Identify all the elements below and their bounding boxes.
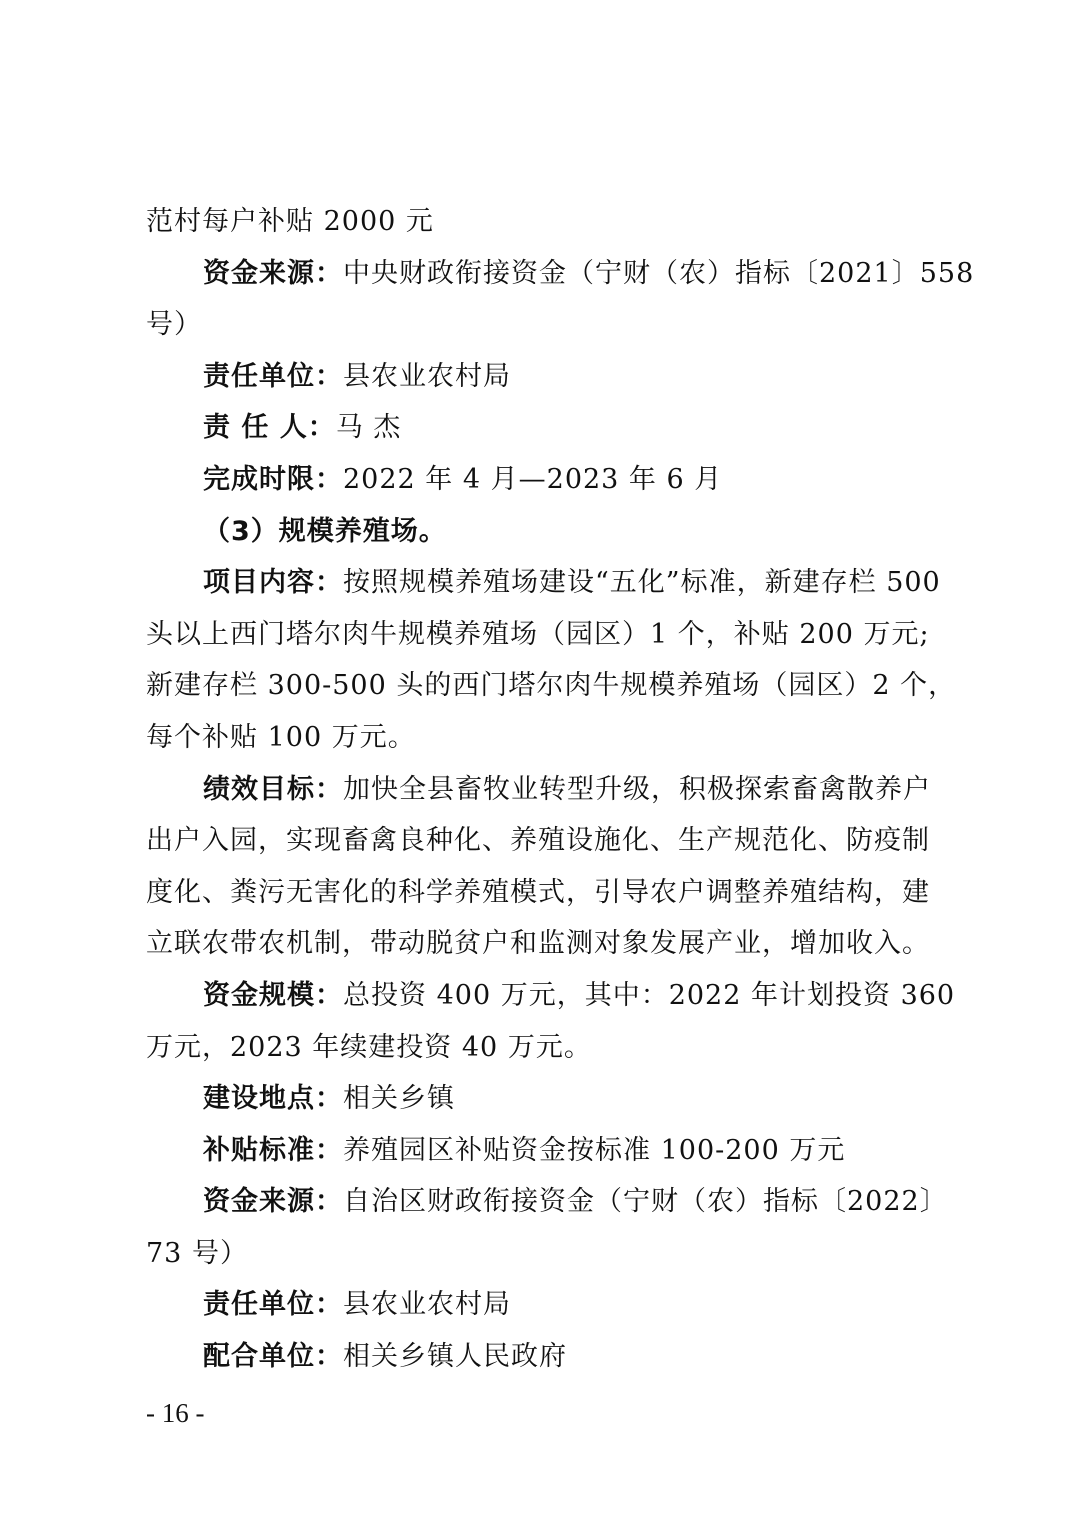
field-value: 自治区财政衔接资金（宁财（农）指标〔2022〕 bbox=[343, 1186, 948, 1218]
page-number: - 16 - bbox=[146, 1398, 205, 1428]
field-value: 县农业农村局 bbox=[343, 1289, 511, 1321]
text-line: 度化、粪污无害化的科学养殖模式，引导农户调整养殖结构，建 bbox=[146, 876, 930, 908]
field-label: 资金规模： bbox=[203, 979, 343, 1011]
responsible-unit-line bbox=[146, 1279, 944, 1331]
location-line bbox=[146, 1073, 944, 1125]
field-label: 资金来源： bbox=[203, 1186, 343, 1218]
field-value: 养殖园区补贴资金按标准 100-200 万元 bbox=[343, 1134, 846, 1166]
text-line: 范村每户补贴 2000 元 bbox=[146, 206, 434, 237]
field-value: 相关乡镇人民政府 bbox=[343, 1341, 567, 1373]
field-label: 项目内容： bbox=[203, 567, 343, 599]
field-label: 完成时限： bbox=[203, 463, 343, 495]
field-value: 县农业农村局 bbox=[343, 360, 511, 392]
field-value: 中央财政衔接资金（宁财（农）指标〔2021〕558 bbox=[343, 257, 975, 289]
funding-scale-line bbox=[146, 970, 956, 1022]
deadline-line bbox=[146, 454, 944, 506]
subsidy-standard-line bbox=[146, 1125, 944, 1177]
text-line: 出户入园，实现畜禽良种化、养殖设施化、生产规范化、防疫制 bbox=[146, 825, 930, 857]
text-line: 立联农带农机制，带动脱贫户和监测对象发展产业，增加收入。 bbox=[146, 928, 930, 960]
field-label: 补贴标准： bbox=[203, 1134, 343, 1166]
field-label: 责任单位： bbox=[203, 360, 343, 392]
responsible-person-line bbox=[146, 402, 944, 454]
text-line: 头以上西门塔尔肉牛规模养殖场（园区）1 个，补贴 200 万元; bbox=[146, 618, 930, 650]
text-line: 号） bbox=[146, 309, 202, 341]
funding-source-line bbox=[146, 248, 975, 300]
field-label: 绩效目标： bbox=[203, 773, 343, 805]
field-value: 马 杰 bbox=[335, 412, 402, 444]
section-heading: （3）规模养殖场。 bbox=[203, 515, 447, 547]
field-label: 资金来源： bbox=[203, 257, 343, 289]
text-line: 每个补贴 100 万元。 bbox=[146, 721, 416, 753]
field-value: 2022 年 4 月—2023 年 6 月 bbox=[343, 463, 723, 495]
field-value: 加快全县畜牧业转型升级，积极探索畜禽散养户 bbox=[343, 773, 931, 805]
performance-goal-line bbox=[146, 764, 944, 816]
field-label: 配合单位： bbox=[203, 1341, 343, 1373]
funding-source-line bbox=[146, 1176, 948, 1228]
project-content-line bbox=[146, 557, 944, 609]
field-value: 按照规模养殖场建设“五化”标准，新建存栏 500 bbox=[343, 567, 941, 599]
field-label: 责 任 人： bbox=[203, 412, 336, 444]
document-body bbox=[146, 196, 975, 1383]
field-label: 建设地点： bbox=[203, 1083, 343, 1115]
text-line: 新建存栏 300-500 头的西门塔尔肉牛规模养殖场（园区）2 个， bbox=[146, 670, 957, 702]
cooperating-unit-line bbox=[146, 1331, 944, 1383]
responsible-unit-line bbox=[146, 351, 944, 403]
text-line: 万元，2023 年续建投资 40 万元。 bbox=[146, 1031, 592, 1063]
field-value: 相关乡镇 bbox=[343, 1083, 455, 1115]
field-value: 总投资 400 万元，其中：2022 年计划投资 360 bbox=[343, 979, 956, 1011]
field-label: 责任单位： bbox=[203, 1289, 343, 1321]
text-line: 73 号） bbox=[146, 1237, 248, 1269]
